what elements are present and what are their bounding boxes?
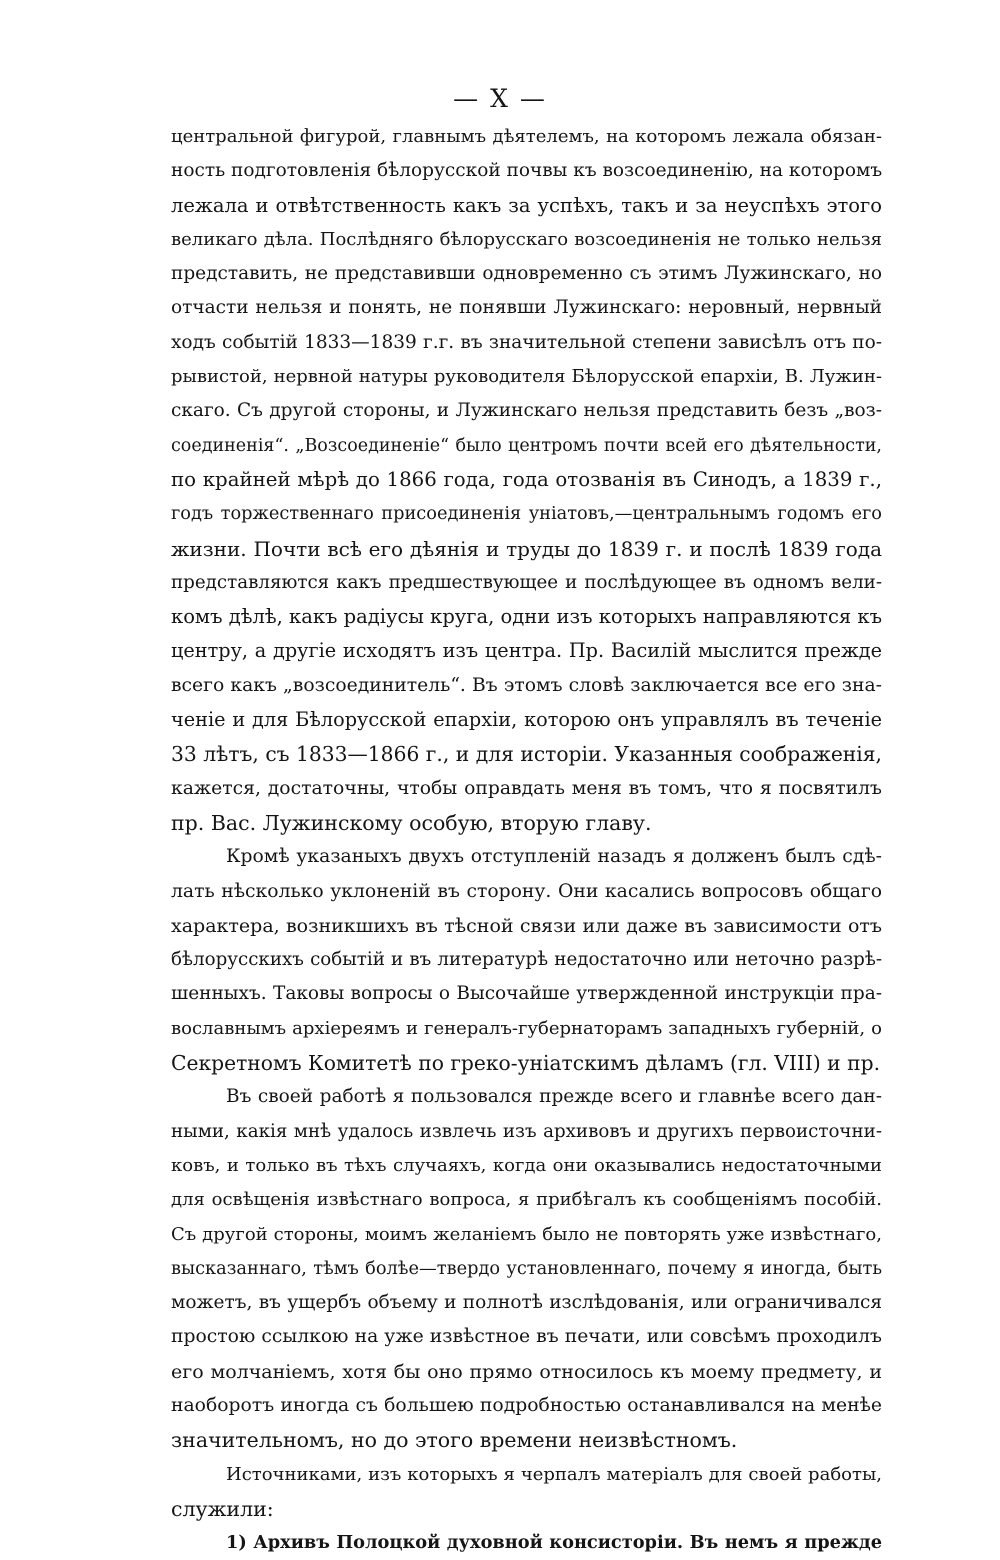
body-text (171, 120, 882, 1560)
text-line: 33 лѣтъ, съ 1833—1866 г., и для исторіи. Указанныя соображенія, (171, 742, 882, 767)
text-line: центральной фигурой, главнымъ дѣятелемъ, на которомъ лежала обязан- (171, 126, 882, 147)
text-line: ходъ событій 1833—1839 г.г. въ значительной степени зависѣлъ отъ по- (171, 331, 882, 353)
text-line: ковъ, и только въ тѣхъ случаяхъ, когда они оказывались недостаточными (171, 1154, 882, 1176)
text-line: представляются какъ предшествующее и послѣдующее въ одномъ вели- (171, 571, 882, 593)
text-line: комъ дѣлѣ, какъ радіусы круга, одни изъ которыхъ направляются къ (171, 605, 882, 629)
text-line: всего какъ „возсоединитель“. Въ этомъ словѣ заключается все его зна- (171, 674, 882, 696)
text-line: его молчаніемъ, хотя бы оно прямо относилось къ моему предмету, и (171, 1360, 882, 1383)
text-line: вославнымъ архіереямъ и генералъ-губернаторамъ западныхъ губерній, о (171, 1017, 882, 1039)
text-line: характера, возникшихъ въ тѣсной связи или даже въ зависимости отъ (171, 914, 882, 937)
text-line: по крайней мѣрѣ до 1866 года, года отозванія въ Синодъ, а 1839 г., (171, 467, 882, 491)
text-line: Съ другой стороны, моимъ желаніемъ было не повторять уже извѣстнаго, (171, 1223, 882, 1245)
text-line: отчасти нельзя и понять, не понявши Лужинскаго: неровный, нервный (171, 297, 882, 319)
text-line: ными, какія мнѣ удалось извлечь изъ архивовъ и другихъ первоисточни- (171, 1120, 882, 1142)
text-line: скаго. Съ другой стороны, и Лужинскаго нельзя представить безъ „воз- (171, 400, 882, 422)
text-line: для освѣщенія извѣстнаго вопроса, я прибѣгалъ къ сообщеніямъ пособій. (171, 1189, 882, 1211)
text-line: великаго дѣла. Послѣдняго бѣлорусскаго возсоединенія не только нельзя (171, 228, 882, 250)
text-line: представить, не представивши одновременно съ этимъ Лужинскаго, но (171, 263, 882, 285)
text-line: наоборотъ иногда съ большею подробностью останавливался на менѣе (171, 1394, 882, 1416)
text-line: ность подготовленія бѣлорусской почвы къ возсоединенію, на которомъ (171, 160, 882, 182)
text-line: служили: (171, 1496, 274, 1521)
text-line: 1) Архивъ Полоцкой духовной консисторіи. Въ немъ я прежде (226, 1532, 882, 1554)
text-line: простою ссылкою на уже извѣстное въ печати, или совсѣмъ проходилъ (171, 1326, 882, 1348)
text-line: Секретномъ Комитетѣ по греко-уніатскимъ дѣламъ (гл. VIII) и пр. (171, 1051, 881, 1076)
text-line: Кромѣ указаныхъ двухъ отступленій назадъ я долженъ былъ сдѣ- (226, 846, 882, 868)
page-number: — X — (453, 84, 547, 113)
text-line: Въ своей работѣ я пользовался прежде всего и главнѣе всего дан- (226, 1086, 882, 1108)
text-line: значительномъ, но до этого времени неизвѣстномъ. (171, 1428, 738, 1453)
text-line: шенныхъ. Таковы вопросы о Высочайше утвержденной инструкціи пра- (171, 983, 882, 1005)
text-line: центру, а другіе исходятъ изъ центра. Пр. Василій мыслится прежде (171, 639, 882, 663)
text-line: Источниками, изъ которыхъ я черпалъ матеріалъ для своей работы, (226, 1463, 882, 1485)
text-line: бѣлорусскихъ событій и въ литературѣ недостаточно или неточно разрѣ- (171, 949, 882, 971)
text-line: кажется, достаточны, чтобы оправдать меня въ томъ, что я посвятилъ (171, 777, 882, 799)
text-line: можетъ, въ ущербъ объему и полнотѣ изслѣдованія, или ограничивался (171, 1292, 882, 1314)
text-line: пр. Вас. Лужинскому особую, вторую главу. (171, 810, 652, 835)
text-line: ченіе и для Бѣлорусской епархіи, которою онъ управлялъ въ теченіе (171, 708, 882, 732)
text-line: рывистой, нервной натуры руководителя Бѣлорусской епархіи, В. Лужин- (171, 366, 882, 388)
text-line: лать нѣсколько уклоненій въ сторону. Они касались вопросовъ общаго (171, 880, 882, 902)
text-line: соединенія“. „Возсоединеніе“ было центромъ почти всей его дѣятельности, (171, 435, 882, 456)
text-line: годъ торжественнаго присоединенія уніатовъ,—центральнымъ годомъ его (171, 504, 882, 525)
text-line: лежала и отвѣтственность какъ за успѣхъ, такъ и за неуспѣхъ этого (171, 193, 882, 217)
text-line: высказаннаго, тѣмъ болѣе—твердо установленнаго, почему я иногда, быть (171, 1258, 882, 1279)
text-line: жизни. Почти всѣ его дѣянія и труды до 1839 г. и послѣ 1839 года (171, 536, 882, 561)
